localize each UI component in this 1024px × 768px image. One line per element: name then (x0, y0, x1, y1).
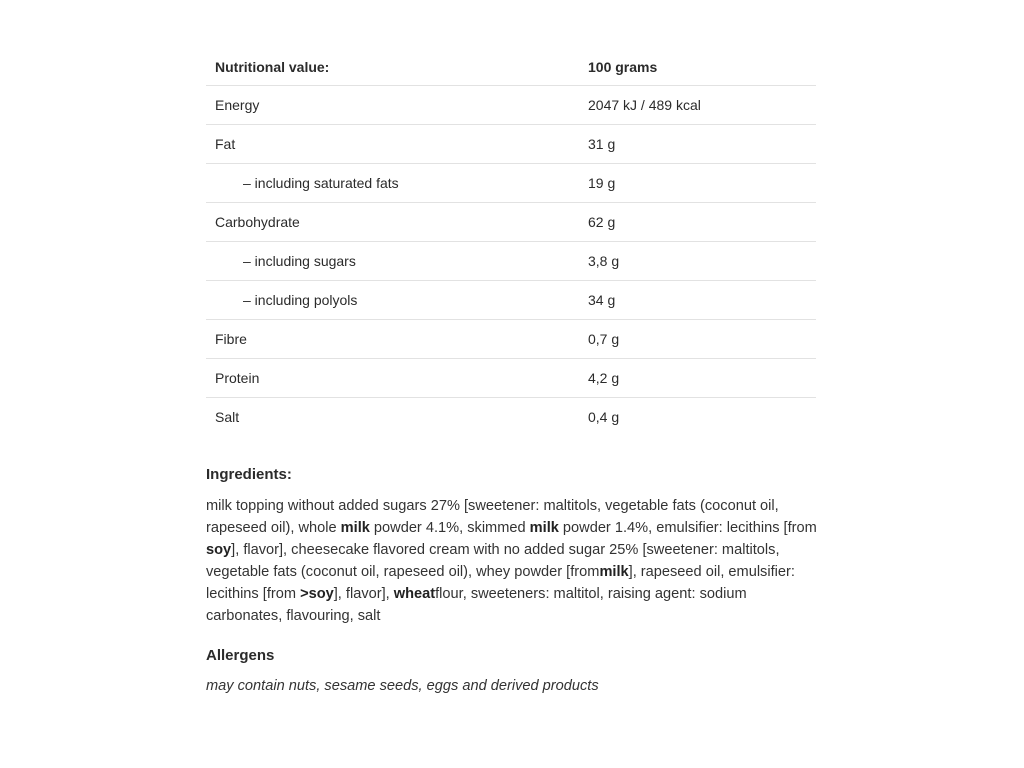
allergen-highlight: soy (206, 542, 232, 558)
allergen-highlight: milk (340, 520, 370, 536)
nutrition-header-row (206, 48, 816, 86)
nutrition-header-value: 100 grams (579, 48, 816, 86)
nutrition-table-body (206, 86, 816, 437)
nutrient-name: Salt (215, 409, 240, 425)
nutrition-row (206, 125, 816, 164)
nutrient-value: 34 g (579, 281, 816, 320)
allergen-highlight: milk (599, 564, 629, 580)
nutrient-name: Fat (206, 125, 579, 164)
nutrition-row (206, 86, 816, 125)
ingredient-segment: flour, sweeteners: maltitol, raising agent: sodium carbonates, flavouring, salt (206, 586, 747, 624)
ingredients-heading: Ingredients: (206, 466, 292, 483)
nutrient-value: 19 g (579, 164, 816, 203)
nutrient-name: Energy (206, 86, 579, 125)
nutrient-value: 4,2 g (579, 359, 816, 398)
allergens-heading: Allergens (206, 647, 275, 664)
ingredients-text (206, 495, 818, 627)
allergen-highlight: >soy (300, 586, 334, 602)
nutrient-value: 3,8 g (579, 242, 816, 281)
nutrient-name: – including sugars (206, 242, 579, 281)
product-info (206, 48, 818, 694)
nutrition-row (206, 359, 816, 398)
ingredient-segment: powder 4.1%, skimmed (369, 520, 530, 536)
nutrition-row (206, 203, 816, 242)
nutrient-name: Carbohydrate (206, 203, 579, 242)
allergen-highlight: milk (529, 520, 559, 536)
nutrient-value: 0,7 g (579, 320, 816, 359)
nutrition-table (206, 48, 816, 436)
nutrient-name: – including polyols (206, 281, 579, 320)
nutrition-row (206, 398, 816, 437)
nutrition-row (206, 164, 816, 203)
ingredient-segment: powder 1.4%, emulsifier: lecithins [from (558, 520, 817, 536)
nutrient-value: 31 g (579, 125, 816, 164)
ingredient-segment: ], flavor], cheesecake flavored cream with no added sugar 25% [sweetener: maltitols, vegetable fats (coconut oil, rapeseed oil), whey powder [from (206, 542, 780, 580)
nutrition-row (206, 242, 816, 281)
ingredient-segment: ], rapeseed oil, emulsifier: lecithins [from (206, 564, 795, 602)
nutrition-table-head (206, 48, 816, 86)
nutrient-value: 0,4 g (588, 409, 620, 425)
nutrient-name: Protein (206, 359, 579, 398)
nutrient-name: Fibre (206, 320, 579, 359)
nutrition-header-label: Nutritional value: (206, 48, 579, 86)
nutrient-name: – including saturated fats (206, 164, 579, 203)
nutrition-row (206, 320, 816, 359)
nutrition-row (206, 281, 816, 320)
nutrient-value: 2047 kJ / 489 kcal (579, 86, 816, 125)
nutrient-value: 62 g (579, 203, 816, 242)
ingredient-segment: milk topping without added sugars 27% [sweetener: maltitols, vegetable fats (coconut oil, rapeseed oil), whole (206, 498, 779, 536)
allergens-text: may contain nuts, sesame seeds, eggs and derived products (206, 678, 599, 694)
allergen-highlight: wheat (393, 586, 436, 602)
ingredient-segment: ], flavor], (333, 586, 394, 602)
